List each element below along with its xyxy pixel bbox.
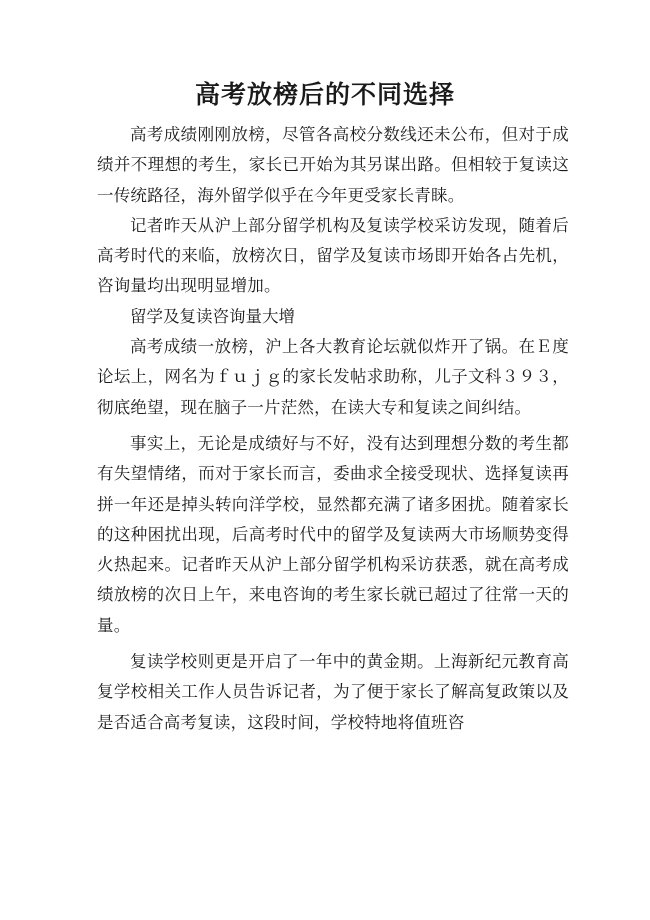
paragraph: 高考成绩刚刚放榜，尽管各高校分数线还未公布，但对于成绩并不理想的考生，家长已开始为其另谋出路。但相较于复读这一传统路径，海外留学似乎在今年更受家长青睐。 [97,125,569,205]
paragraph: 高考成绩一放榜，沪上各大教育论坛就似炸开了锅。在Ｅ度论坛上，网名为ｆｕｊｇ的家长发帖求助称，儿子文科３９３，彻底绝望，现在脑子一片茫然，在读大专和复读之间纠结。 [97,337,569,417]
document-title: 高考放榜后的不同选择 [194,80,455,109]
document-body [97,120,569,738]
paragraph: 记者昨天从沪上部分留学机构及复读学校采访发现，随着后高考时代的来临，放榜次日，留学及复读市场即开始各占先机，咨询量均出现明显增加。 [97,215,569,296]
paragraph: 复读学校则更是开启了一年中的黄金期。上海新纪元教育高复学校相关工作人员告诉记者，为了便于家长了解高复政策以及是否适合高考复读，这段时间，学校特地将值班咨 [97,652,569,732]
section-heading: 留学及复读咨询量大增 [130,306,295,326]
paragraph: 事实上，无论是成绩好与不好，没有达到理想分数的考生都有失望情绪，而对于家长而言，委曲求全接受现状、选择复读再拼一年还是掉头转向洋学校，显然都充满了诸多困扰。随着家长的这种困扰出现，后高考时代中的留学及复读两大市场顺势变得火热起来。记者昨天从沪上部分留学机构采访获悉，就在高考成绩放榜的次日上午，来电咨询的考生家长就已超过了往常一天的量。 [97,433,569,635]
